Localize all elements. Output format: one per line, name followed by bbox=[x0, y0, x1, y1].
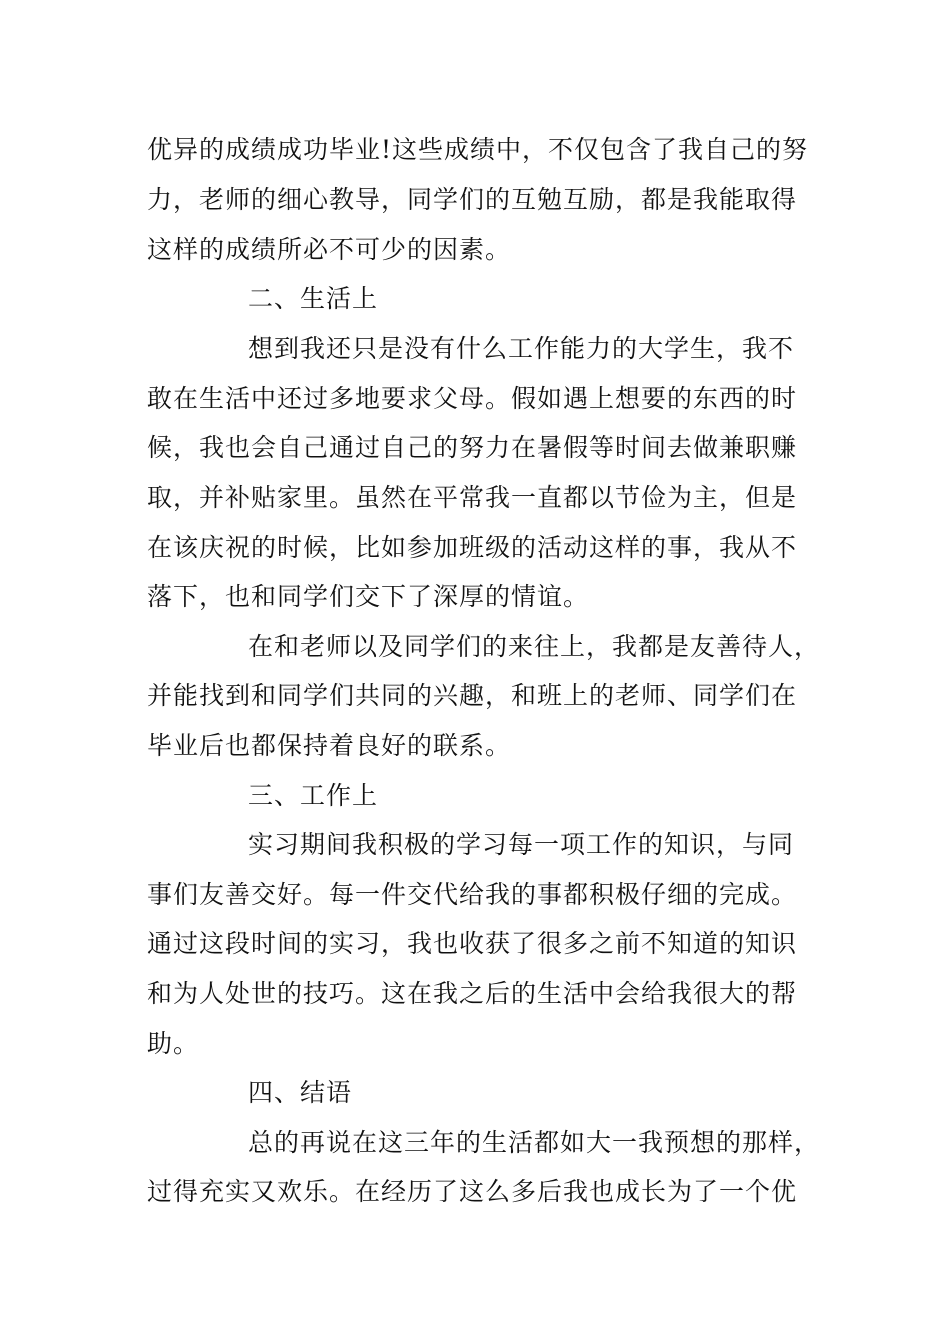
paragraph-line: 毕业后也都保持着良好的联系。 bbox=[147, 731, 512, 760]
paragraph-line: 总的再说在这三年的生活都如大一我预想的那样， bbox=[248, 1128, 821, 1157]
paragraph-line: 取，并补贴家里。虽然在平常我一直都以节俭为主，但是 bbox=[147, 483, 798, 512]
paragraph-line: 敢在生活中还过多地要求父母。假如遇上想要的东西的时 bbox=[147, 384, 798, 413]
paragraph-line: 并能找到和同学们共同的兴趣，和班上的老师、同学们在 bbox=[147, 681, 798, 710]
paragraph-line: 事们友善交好。每一件交代给我的事都积极仔细的完成。 bbox=[147, 880, 798, 909]
paragraph-line: 实习期间我积极的学习每一项工作的知识，与同 bbox=[248, 830, 795, 859]
paragraph-line: 和为人处世的技巧。这在我之后的生活中会给我很大的帮 bbox=[147, 979, 798, 1008]
paragraph-line: 落下，也和同学们交下了深厚的情谊。 bbox=[147, 582, 590, 611]
section-heading: 二、生活上 bbox=[248, 284, 379, 313]
paragraph-line: 候，我也会自己通过自己的努力在暑假等时间去做兼职赚 bbox=[147, 433, 798, 462]
paragraph-line: 力，老师的细心教导，同学们的互勉互励，都是我能取得 bbox=[147, 185, 798, 214]
paragraph-line: 过得充实又欢乐。在经历了这么多后我也成长为了一个优 bbox=[147, 1177, 798, 1206]
paragraph-line: 在该庆祝的时候，比如参加班级的活动这样的事，我从不 bbox=[147, 533, 798, 562]
paragraph-line: 这样的成绩所必不可少的因素。 bbox=[147, 235, 512, 264]
section-heading: 三、工作上 bbox=[248, 781, 379, 810]
paragraph-line: 在和老师以及同学们的来往上，我都是友善待人， bbox=[248, 632, 821, 661]
paragraph-line: 想到我还只是没有什么工作能力的大学生，我不 bbox=[248, 334, 795, 363]
paragraph-line: 通过这段时间的实习，我也收获了很多之前不知道的知识 bbox=[147, 929, 798, 958]
paragraph-line: 助。 bbox=[147, 1029, 200, 1058]
section-heading: 四、结语 bbox=[248, 1078, 353, 1107]
paragraph-line: 优异的成绩成功毕业!这些成绩中，不仅包含了我自己的努 bbox=[147, 135, 809, 164]
